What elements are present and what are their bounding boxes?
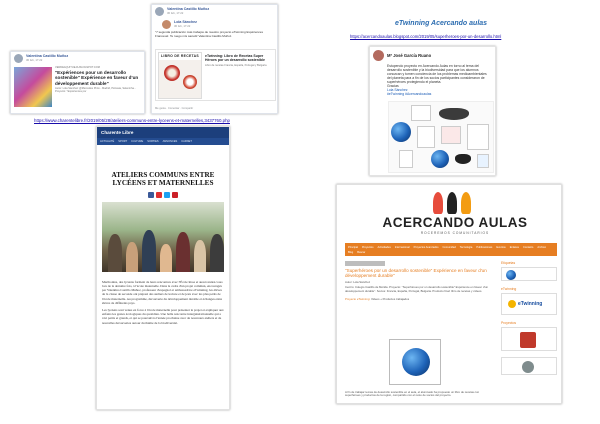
project-value[interactable]: Videos + Productos trabajados — [370, 296, 410, 301]
paper-image — [441, 126, 461, 144]
paper-image — [399, 150, 413, 168]
google-share-icon[interactable] — [156, 192, 162, 198]
comment-text: Estupendo proyecto en Acercando Aulas en torno al tema del desarrollo sostenible y la biodiversidad para que los alumnos conozcan y tomen conciencia de los problemas medioambientales del planeta para a fin de los socios participantes consideraron de superhéroes protegiendo el planeta. — [387, 64, 487, 84]
recipe-book-image[interactable] — [158, 52, 202, 99]
article-body — [97, 272, 229, 325]
project-label: Proyecto eTwinning: — [345, 296, 371, 301]
etwinning-star-icon — [508, 300, 516, 308]
link-preview[interactable] — [55, 66, 143, 93]
shared-author-name[interactable]: Lola Sánchez — [174, 20, 197, 24]
award-icon — [520, 332, 536, 348]
nav-item[interactable]: Archivo — [537, 245, 547, 249]
globe-image-box[interactable] — [389, 339, 441, 385]
blog-comment-card — [369, 46, 496, 176]
facebook-post-center — [151, 4, 278, 114]
avatar[interactable] — [155, 7, 164, 16]
globe-image — [402, 348, 430, 376]
etwinning-badge[interactable] — [501, 293, 557, 315]
avatar[interactable] — [14, 54, 23, 63]
person-figure — [126, 242, 138, 272]
person-figure — [142, 230, 156, 272]
comment-header — [370, 47, 495, 64]
project-collage-image[interactable] — [388, 101, 494, 173]
hashtags[interactable]: #eTwinning #Acercandoaulas — [387, 92, 432, 96]
project-line — [345, 298, 495, 302]
shared-text — [205, 54, 275, 68]
post-header — [152, 5, 277, 18]
sidebar-title: eTwinning — [501, 287, 517, 291]
nav-item[interactable]: Principal — [348, 245, 358, 249]
blog-heading: eTwinning Acercando aulas — [395, 20, 488, 27]
food-image — [164, 65, 180, 81]
paper-image — [411, 105, 431, 121]
nav-item[interactable]: SPORT — [118, 140, 128, 143]
sidebar-widget[interactable] — [501, 267, 557, 281]
person-figure — [210, 234, 224, 272]
acercando-aulas-blog — [336, 184, 562, 404]
etwinning-text: eTwinning — [518, 301, 543, 307]
post-meta: Autor: Lola Sánchez — [345, 279, 371, 284]
share-buttons — [97, 192, 229, 198]
nav-item[interactable]: Proyectos — [361, 245, 374, 249]
paper-image — [467, 124, 489, 150]
shared-title[interactable]: eTwinning: Libro de Recetas Super Héroes por un desarrollo sostenible — [205, 54, 265, 63]
post-header — [11, 52, 144, 65]
blog-post — [345, 261, 495, 301]
twitter-share-icon[interactable] — [164, 192, 170, 198]
post-actions[interactable]: Me gusta · Comentar · Compartir — [155, 107, 194, 110]
shared-time: 30 feb, 17:22 — [174, 24, 191, 28]
comment-author[interactable]: Mª José García Ruano — [387, 53, 432, 58]
nav-item[interactable]: Contacto — [522, 245, 534, 249]
nav-item[interactable]: ANNONCES — [162, 140, 178, 143]
nav-item[interactable]: Actividades — [377, 245, 391, 249]
recipe-label: LIBRO DE RECETAS — [159, 53, 201, 60]
article-paragraph: Marthonins, des lycéens forment de leurs rencontres avec l'École Rose et aussi rendez-vous lors de la dernière fois, à l'école maternelle. Dans le cadre d'un projet commun, encouragés par Valentina Castillo Muñoz, professeur d'espagnol et ambassadrice eTwinning, les élèves de la classe de seconde ont préparé des ateliers de lecture et de jeux avec les plus petits de l'école maternelle. Au programme, découverte du développement durable et échanges entre élèves de différents pays. — [102, 279, 223, 305]
figure-icon — [433, 192, 443, 214]
paper-image — [477, 154, 489, 168]
acercandoaulas-link[interactable]: https://acercandoaulas.blogspot.com/2019/05/superheroes-por-un-desarrollo.html — [350, 34, 502, 39]
figure-icon — [447, 192, 457, 214]
author-name[interactable]: Valentina Castillo Muñoz — [167, 7, 210, 11]
food-image — [183, 75, 197, 89]
post-image[interactable] — [14, 67, 52, 107]
avatar[interactable] — [162, 20, 171, 29]
mask-image — [455, 154, 471, 164]
news-nav — [97, 138, 229, 145]
blog-nav — [345, 243, 557, 256]
mention-link[interactable]: Lola Sánchez — [387, 88, 408, 92]
date-bar — [345, 261, 385, 266]
logo-text: ACERCANDO AULAS — [382, 215, 528, 230]
facebook-post-left — [10, 51, 145, 114]
blog-sidebar — [501, 261, 557, 381]
news-header — [97, 127, 229, 138]
article-paragraph: Les lycéens sont venus en force à l'école maternelle pour présenter le projet et expliquer aux enfants les gestes écologiques du quotidien. Une belle rencontre intergénérationnelle qui a ravi petits et grands, et qui se poursuivra l'année prochaine avec de nouveaux ateliers et de nouvelles découvertes autour du thème de la biodiversité. — [102, 308, 224, 325]
link-meta: Autor: Lola Sánchez @Mercedes Pinto - Madrid, Pétrasia, Seleninha - Proyecto: "Expériences por — [55, 86, 136, 94]
mask-image — [439, 108, 469, 120]
sidebar-title: Etiquetas — [501, 261, 516, 265]
nav-item[interactable]: CULTURE — [131, 140, 144, 143]
nav-item[interactable]: Proyectos Avanzados — [413, 245, 439, 249]
person-figure — [160, 244, 172, 272]
nav-item[interactable]: CARNET — [181, 140, 192, 143]
project-badge[interactable] — [501, 327, 557, 351]
nav-item[interactable]: ACTUALITÉ — [100, 140, 115, 143]
nav-item[interactable]: Internacional — [394, 245, 410, 249]
nav-item[interactable]: Eventos — [496, 245, 506, 249]
post-time: 30 feb, 17:22 — [167, 11, 184, 15]
nav-item[interactable]: Enlaces — [509, 245, 519, 249]
logo-subtitle: ROCEREMOS COMUNITARIOS — [420, 231, 490, 235]
nav-item[interactable]: Blog — [348, 250, 354, 254]
article-headline: ATELIERS COMMUNS ENTRE LYCÉENS ET MATERNELLES — [111, 171, 215, 188]
link-domain: VERDEAQUITUEJA.BLOGSPOT.COM — [55, 66, 100, 69]
comment-body — [370, 64, 495, 96]
article-photo[interactable] — [102, 202, 224, 272]
pinterest-share-icon[interactable] — [172, 192, 178, 198]
author-name[interactable]: Valentina Castillo Muñoz — [26, 54, 69, 58]
nav-item[interactable]: Publicaciones — [476, 245, 493, 249]
nav-item[interactable]: Tecnología — [459, 245, 473, 249]
project-badge[interactable] — [501, 357, 557, 375]
blog-logo[interactable] — [355, 191, 555, 237]
post-body: Centro: Colegio Castillo de Mérida. Proyecto: "Superhéroes por un desarrollo sostenible" Expérience en faveur d'un développement durable". Socios: Francia, España, Portugal, Bulgaria. Producto final: libro de recetas y vídeos. — [345, 285, 489, 293]
nav-item[interactable]: SORTIES — [147, 140, 159, 143]
nav-item[interactable]: Comunidad — [442, 245, 456, 249]
person-figure — [176, 232, 190, 272]
avatar[interactable] — [373, 50, 384, 61]
newspaper-article — [96, 126, 230, 410]
person-figure — [194, 240, 206, 272]
charentelibre-link[interactable]: https://www.charentelibre.fr/2019/05/28/ateliers-communs-entre-lyceens-et-maternelles,3437760.php — [34, 118, 230, 123]
facebook-share-icon[interactable] — [148, 192, 154, 198]
post-time: 30 feb, 17:22 — [26, 58, 43, 62]
paper-image — [417, 126, 435, 148]
post-body: "7 segunda publicación más trabajos de nuestro proyecto eTwinning Expériences Francesa!. Te ruego mis sacudir Valentina Castillo Muñoz. — [155, 30, 263, 38]
sidebar-title: Proyectos — [501, 321, 517, 325]
link-title[interactable]: "Expériences pour un desarrollo sostenible" Expérience en faveur d'un développement durable" — [55, 70, 139, 86]
post-footer-text: A fin de trabajar temas de desarrollo sostenible en el aula, el alumnado ha propuesto un libro de recetas con superhéroes y productos de la región, compartido con el resto de socios del proyecto. — [345, 390, 480, 398]
news-logo[interactable]: Charente Libre — [101, 130, 134, 135]
shared-link-card[interactable] — [155, 49, 276, 101]
figure-icon — [461, 192, 471, 214]
globe-image — [391, 122, 411, 142]
post-title[interactable]: "Superhéroes por un desarrollo sostenible" Expérience en faveur d'un développement durable" — [345, 268, 487, 279]
seal-icon — [522, 361, 534, 373]
person-figure — [108, 234, 122, 272]
thanks-text: Gracias — [387, 84, 399, 88]
globe-icon — [506, 270, 516, 280]
shared-meta: Libro de recetas Francia, España, Portugal y Bulgaria — [205, 64, 267, 68]
globe-image — [431, 150, 449, 168]
nav-item[interactable]: Buscar — [357, 250, 366, 254]
